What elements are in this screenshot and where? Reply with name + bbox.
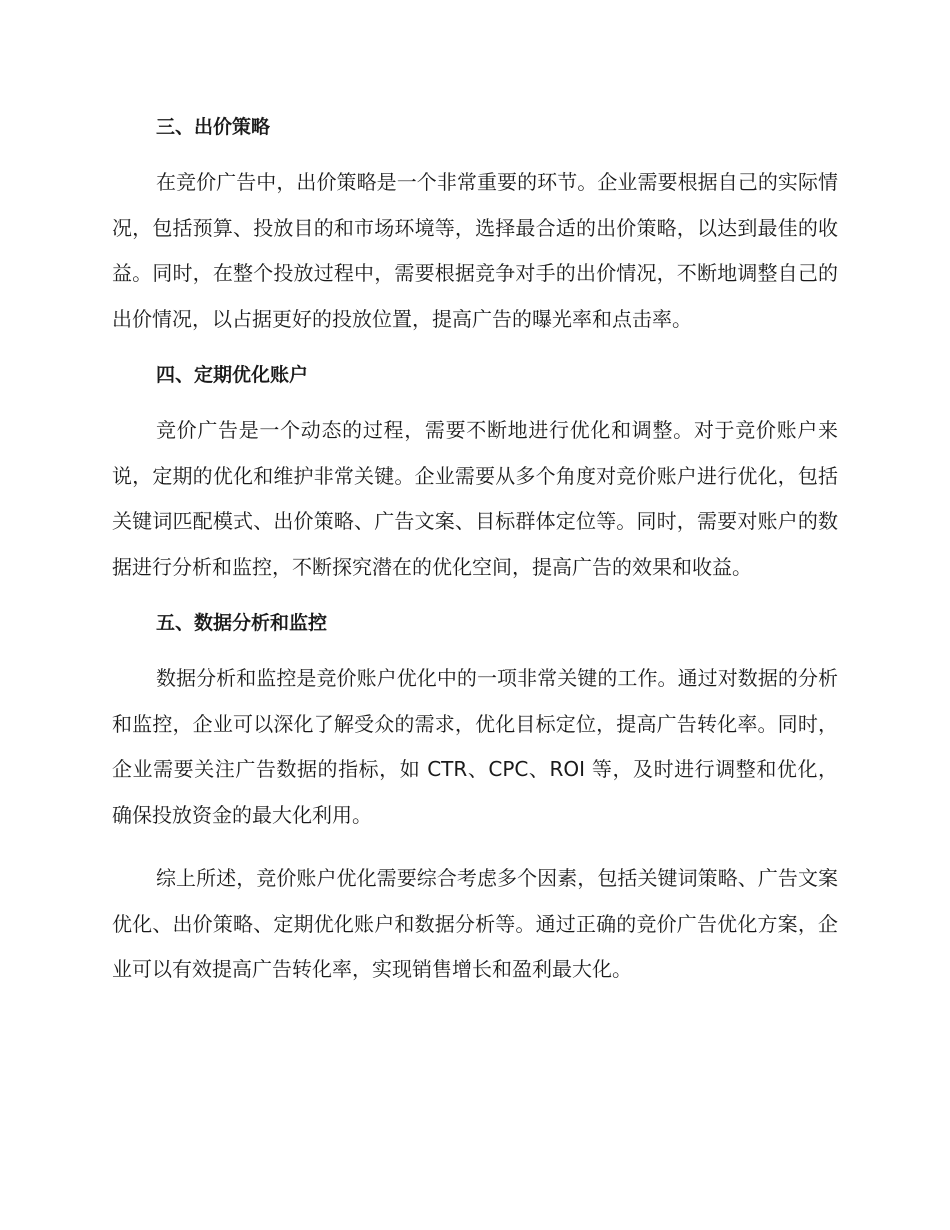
section-heading-account-optimization: 四、定期优化账户 xyxy=(156,364,309,386)
paragraph-account-optimization: 竞价广告是一个动态的过程，需要不断地进行优化和调整。对于竞价账户来说，定期的优化和维护非常关键。企业需要从多个角度对竞价账户进行优化，包括关键词匹配模式、出价策略、广告文案、目标群体定位等。同时，需要对账户的数据进行分析和监控，不断探究潜在的优化空间，提高广告的效果和收益。 xyxy=(112,418,838,579)
section-heading-data-analysis: 五、数据分析和监控 xyxy=(156,612,328,634)
paragraph-conclusion: 综上所述，竞价账户优化需要综合考虑多个因素，包括关键词策略、广告文案优化、出价策略、定期优化账户和数据分析等。通过正确的竞价广告优化方案，企业可以有效提高广告转化率，实现销售增长和盈利最大化。 xyxy=(112,866,838,981)
section-heading-bidding-strategy: 三、出价策略 xyxy=(156,116,271,138)
paragraph-bidding-strategy: 在竞价广告中，出价策略是一个非常重要的环节。企业需要根据自己的实际情况，包括预算、投放目的和市场环境等，选择最合适的出价策略，以达到最佳的收益。同时，在整个投放过程中，需要根据竞争对手的出价情况，不断地调整自己的出价情况，以占据更好的投放位置，提高广告的曝光率和点击率。 xyxy=(112,170,838,331)
paragraph-data-analysis: 数据分析和监控是竞价账户优化中的一项非常关键的工作。通过对数据的分析和监控，企业可以深化了解受众的需求，优化目标定位，提高广告转化率。同时，企业需要关注广告数据的指标，如 CTR、CPC、ROI 等，及时进行调整和优化，确保投放资金的最大化利用。 xyxy=(112,666,838,827)
